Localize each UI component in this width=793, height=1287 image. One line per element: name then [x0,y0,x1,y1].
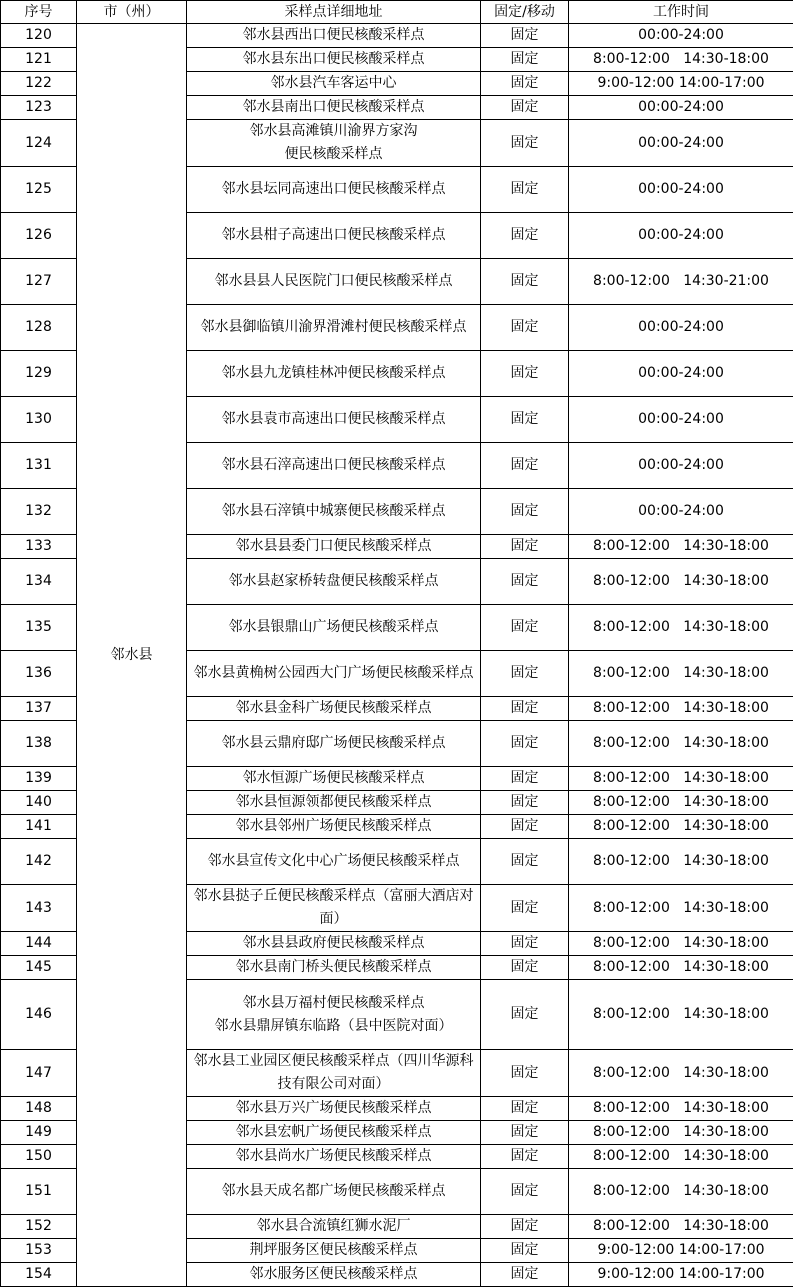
working-hours: 8:00-12:00 14:30-18:00 [569,559,793,605]
fixed-mobile-type: 固定 [481,839,569,885]
working-hours: 8:00-12:00 14:30-18:00 [569,815,793,839]
sampling-address: 邻水县南门桥头便民核酸采样点 [187,956,481,980]
working-hours: 8:00-12:00 14:30-18:00 [569,651,793,697]
working-hours: 00:00-24:00 [569,305,793,351]
fixed-mobile-type: 固定 [481,24,569,48]
working-hours: 8:00-12:00 14:30-18:00 [569,535,793,559]
working-hours: 8:00-12:00 14:30-18:00 [569,791,793,815]
fixed-mobile-type: 固定 [481,932,569,956]
fixed-mobile-type: 固定 [481,397,569,443]
fixed-mobile-type: 固定 [481,72,569,96]
working-hours: 8:00-12:00 14:30-18:00 [569,721,793,767]
header-hours: 工作时间 [569,1,793,24]
sampling-address: 邻水县县委门口便民核酸采样点 [187,535,481,559]
row-number: 152 [1,1215,77,1239]
fixed-mobile-type: 固定 [481,1050,569,1097]
sampling-address: 邻水县宏帆广场便民核酸采样点 [187,1121,481,1145]
sampling-address: 邻水县汽车客运中心 [187,72,481,96]
row-number: 128 [1,305,77,351]
row-number: 144 [1,932,77,956]
working-hours: 8:00-12:00 14:30-21:00 [569,259,793,305]
sampling-address: 邻水县柑子高速出口便民核酸采样点 [187,213,481,259]
working-hours: 8:00-12:00 14:30-18:00 [569,1145,793,1169]
sampling-address: 邻水县袁市高速出口便民核酸采样点 [187,397,481,443]
sampling-address: 邻水恒源广场便民核酸采样点 [187,767,481,791]
working-hours: 00:00-24:00 [569,96,793,120]
sampling-address: 邻水县合流镇红狮水泥厂 [187,1215,481,1239]
sampling-address: 邻水县万兴广场便民核酸采样点 [187,1097,481,1121]
sampling-address: 邻水县九龙镇桂林冲便民核酸采样点 [187,351,481,397]
row-number: 131 [1,443,77,489]
row-number: 122 [1,72,77,96]
row-number: 149 [1,1121,77,1145]
working-hours: 9:00-12:00 14:00-17:00 [569,72,793,96]
fixed-mobile-type: 固定 [481,443,569,489]
sampling-address: 邻水县南出口便民核酸采样点 [187,96,481,120]
working-hours: 8:00-12:00 14:30-18:00 [569,956,793,980]
header-row [1,1,793,24]
working-hours: 8:00-12:00 14:30-18:00 [569,1050,793,1097]
table-row [1,24,793,48]
fixed-mobile-type: 固定 [481,815,569,839]
working-hours: 8:00-12:00 14:30-18:00 [569,1215,793,1239]
sampling-address: 邻水县东出口便民核酸采样点 [187,48,481,72]
sampling-address: 邻水县云鼎府邸广场便民核酸采样点 [187,721,481,767]
fixed-mobile-type: 固定 [481,120,569,167]
row-number: 135 [1,605,77,651]
fixed-mobile-type: 固定 [481,213,569,259]
row-number: 124 [1,120,77,167]
fixed-mobile-type: 固定 [481,96,569,120]
fixed-mobile-type: 固定 [481,1097,569,1121]
fixed-mobile-type: 固定 [481,489,569,535]
sampling-address: 邻水县恒源领都便民核酸采样点 [187,791,481,815]
working-hours: 8:00-12:00 14:30-18:00 [569,839,793,885]
sampling-address: 邻水县宣传文化中心广场便民核酸采样点 [187,839,481,885]
row-number: 137 [1,697,77,721]
working-hours: 00:00-24:00 [569,213,793,259]
sampling-address: 邻水县工业园区便民核酸采样点（四川华源科技有限公司对面） [187,1050,481,1097]
row-number: 146 [1,980,77,1050]
row-number: 142 [1,839,77,885]
fixed-mobile-type: 固定 [481,1169,569,1215]
fixed-mobile-type: 固定 [481,697,569,721]
city-cell: 邻水县 [77,24,187,1287]
row-number: 133 [1,535,77,559]
row-number: 126 [1,213,77,259]
working-hours: 8:00-12:00 14:30-18:00 [569,697,793,721]
fixed-mobile-type: 固定 [481,351,569,397]
working-hours: 00:00-24:00 [569,167,793,213]
fixed-mobile-type: 固定 [481,259,569,305]
row-number: 148 [1,1097,77,1121]
sampling-address: 邻水县尚水广场便民核酸采样点 [187,1145,481,1169]
row-number: 141 [1,815,77,839]
header-city: 市（州） [77,1,187,24]
sampling-address: 邻水县高滩镇川渝界方家沟 便民核酸采样点 [187,120,481,167]
fixed-mobile-type: 固定 [481,1145,569,1169]
sampling-address: 邻水服务区便民核酸采样点 [187,1263,481,1287]
sampling-address: 邻水县黄桷树公园西大门广场便民核酸采样点 [187,651,481,697]
sampling-address: 荆坪服务区便民核酸采样点 [187,1239,481,1263]
fixed-mobile-type: 固定 [481,1263,569,1287]
row-number: 145 [1,956,77,980]
working-hours: 9:00-12:00 14:00-17:00 [569,1263,793,1287]
working-hours: 8:00-12:00 14:30-18:00 [569,1169,793,1215]
fixed-mobile-type: 固定 [481,605,569,651]
row-number: 125 [1,167,77,213]
working-hours: 9:00-12:00 14:00-17:00 [569,1239,793,1263]
row-number: 130 [1,397,77,443]
working-hours: 00:00-24:00 [569,443,793,489]
working-hours: 8:00-12:00 14:30-18:00 [569,932,793,956]
row-number: 151 [1,1169,77,1215]
fixed-mobile-type: 固定 [481,167,569,213]
sampling-address: 邻水县石滓高速出口便民核酸采样点 [187,443,481,489]
fixed-mobile-type: 固定 [481,791,569,815]
sampling-address: 邻水县县人民医院门口便民核酸采样点 [187,259,481,305]
header-no: 序号 [1,1,77,24]
fixed-mobile-type: 固定 [481,305,569,351]
row-number: 120 [1,24,77,48]
row-number: 143 [1,885,77,932]
working-hours: 00:00-24:00 [569,489,793,535]
sampling-address: 邻水县西出口便民核酸采样点 [187,24,481,48]
sampling-address: 邻水县挞子丘便民核酸采样点（富丽大酒店对面） [187,885,481,932]
row-number: 139 [1,767,77,791]
fixed-mobile-type: 固定 [481,1215,569,1239]
sampling-address: 邻水县赵家桥转盘便民核酸采样点 [187,559,481,605]
row-number: 153 [1,1239,77,1263]
fixed-mobile-type: 固定 [481,1121,569,1145]
fixed-mobile-type: 固定 [481,885,569,932]
working-hours: 8:00-12:00 14:30-18:00 [569,980,793,1050]
working-hours: 00:00-24:00 [569,120,793,167]
row-number: 121 [1,48,77,72]
row-number: 132 [1,489,77,535]
fixed-mobile-type: 固定 [481,721,569,767]
sampling-address: 邻水县坛同高速出口便民核酸采样点 [187,167,481,213]
row-number: 147 [1,1050,77,1097]
row-number: 150 [1,1145,77,1169]
fixed-mobile-type: 固定 [481,559,569,605]
fixed-mobile-type: 固定 [481,956,569,980]
working-hours: 00:00-24:00 [569,397,793,443]
row-number: 129 [1,351,77,397]
row-number: 127 [1,259,77,305]
table-body [1,24,793,1287]
sampling-address: 邻水县石滓镇中城寨便民核酸采样点 [187,489,481,535]
fixed-mobile-type: 固定 [481,48,569,72]
sampling-address: 邻水县县政府便民核酸采样点 [187,932,481,956]
sampling-address: 邻水县金科广场便民核酸采样点 [187,697,481,721]
row-number: 138 [1,721,77,767]
row-number: 154 [1,1263,77,1287]
row-number: 134 [1,559,77,605]
row-number: 123 [1,96,77,120]
row-number: 140 [1,791,77,815]
fixed-mobile-type: 固定 [481,980,569,1050]
sampling-address: 邻水县邻州广场便民核酸采样点 [187,815,481,839]
working-hours: 8:00-12:00 14:30-18:00 [569,1097,793,1121]
sampling-address: 邻水县银鼎山广场便民核酸采样点 [187,605,481,651]
fixed-mobile-type: 固定 [481,767,569,791]
sampling-address: 邻水县天成名都广场便民核酸采样点 [187,1169,481,1215]
working-hours: 00:00-24:00 [569,24,793,48]
working-hours: 8:00-12:00 14:30-18:00 [569,1121,793,1145]
header-type: 固定/移动 [481,1,569,24]
fixed-mobile-type: 固定 [481,1239,569,1263]
fixed-mobile-type: 固定 [481,651,569,697]
header-address: 采样点详细地址 [187,1,481,24]
sampling-address: 邻水县御临镇川渝界滑滩村便民核酸采样点 [187,305,481,351]
working-hours: 00:00-24:00 [569,351,793,397]
working-hours: 8:00-12:00 14:30-18:00 [569,767,793,791]
working-hours: 8:00-12:00 14:30-18:00 [569,48,793,72]
working-hours: 8:00-12:00 14:30-18:00 [569,885,793,932]
working-hours: 8:00-12:00 14:30-18:00 [569,605,793,651]
sampling-address: 邻水县万福村便民核酸采样点 邻水县鼎屏镇东临路（县中医院对面） [187,980,481,1050]
row-number: 136 [1,651,77,697]
fixed-mobile-type: 固定 [481,535,569,559]
